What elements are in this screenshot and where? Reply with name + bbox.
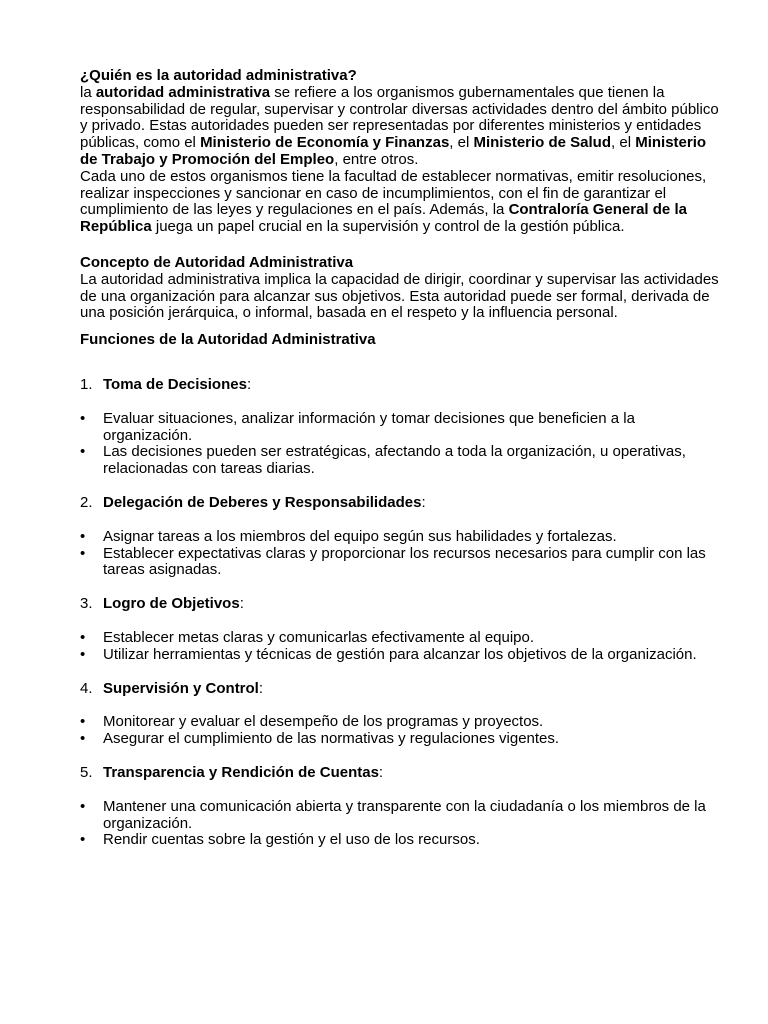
bullet-item <box>80 630 720 647</box>
function-item <box>80 377 720 394</box>
function-title: Delegación de Deberes y Responsabilidades <box>103 493 422 511</box>
text-run: se refiere a los organismos gubernamentales que tienen la responsabilidad de regular, supervisar y controlar diversas actividades dentro del ámbito público y privado. Estas autoridades pueden ser representadas por diferentes ministerios y entidades públicas, como el <box>80 83 719 152</box>
bullet-icon: • <box>80 797 86 815</box>
spacer <box>80 236 720 255</box>
bold-text: Ministerio de Salud <box>473 134 612 152</box>
spacer <box>80 748 720 765</box>
title-suffix: : <box>239 595 244 613</box>
functions-heading: Funciones de la Autoridad Administrativa <box>80 331 376 349</box>
bullet-icon: • <box>80 730 86 748</box>
function-title: Logro de Objetivos <box>103 595 240 613</box>
function-item <box>80 681 720 698</box>
bullet-text: Asignar tareas a los miembros del equipo según sus habilidades y fortalezas. <box>103 527 617 545</box>
spacer <box>80 579 720 596</box>
text-run: la <box>80 83 96 101</box>
bullet-icon: • <box>80 409 86 427</box>
bullet-icon: • <box>80 831 86 849</box>
item-number: 4. <box>80 679 93 697</box>
spacer <box>80 613 720 630</box>
bullet-item <box>80 546 720 580</box>
bullet-icon: • <box>80 713 86 731</box>
spacer <box>80 782 720 799</box>
title-suffix: : <box>378 763 384 781</box>
text-run: juega un papel crucial en la supervisión y control de la gestión pública. <box>151 218 625 236</box>
title-suffix: : <box>421 493 426 511</box>
bullet-list <box>80 630 720 664</box>
bullet-item <box>80 647 720 664</box>
concept-heading: Concepto de Autoridad Administrativa <box>80 253 354 271</box>
function-title: Supervisión y Control <box>103 679 259 697</box>
bullet-item <box>80 529 720 546</box>
bullet-item <box>80 832 720 849</box>
bullet-list <box>80 411 720 478</box>
function-item <box>80 596 720 613</box>
bullet-text: Establecer expectativas claras y proporcionar los recursos necesarios para cumplir con las tareas asignadas. <box>103 544 706 579</box>
bullet-icon: • <box>80 544 86 562</box>
bullet-item <box>80 444 720 478</box>
bullet-icon: • <box>80 628 86 646</box>
document-page <box>80 68 720 849</box>
title-suffix: : <box>258 679 264 697</box>
title-suffix: : <box>246 375 252 393</box>
bullet-text: Las decisiones pueden ser estratégicas, afectando a toda la organización, u operativas, relacionadas con tareas diarias. <box>103 443 686 478</box>
item-number: 3. <box>80 595 93 613</box>
bold-text: Contraloría General de la República <box>80 201 687 236</box>
concept-body: La autoridad administrativa implica la capacidad de dirigir, coordinar y supervisar las actividades de una organización para alcanzar sus objetivos. Esta autoridad puede ser formal, derivada de una posición jerárquica, o informal, basada en el respeto y la influencia personal. <box>80 270 719 322</box>
bullet-item <box>80 731 720 748</box>
text-run: , el <box>449 134 474 152</box>
item-number: 1. <box>80 375 93 393</box>
text-run: Cada uno de estos organismos tiene la facultad de establecer normativas, emitir resoluciones, realizar inspecciones y sancionar en caso de incumplimientos, con el fin de garantizar el cumplimiento de las leyes y regulaciones en el país. Además, la <box>80 167 707 219</box>
text-run: , entre otros. <box>334 150 419 168</box>
spacer <box>80 512 720 529</box>
bullet-list <box>80 799 720 849</box>
bullet-icon: • <box>80 443 86 461</box>
spacer <box>80 697 720 714</box>
bullet-text: Utilizar herramientas y técnicas de gestión para alcanzar los objetivos de la organización. <box>103 645 697 663</box>
bullet-icon: • <box>80 527 86 545</box>
function-title: Toma de Decisiones <box>103 375 247 393</box>
bold-text: Ministerio de Economía y Finanzas <box>200 134 450 152</box>
bullet-text: Asegurar el cumplimiento de las normativas y regulaciones vigentes. <box>103 730 560 748</box>
bold-text: autoridad administrativa <box>95 83 271 101</box>
bullet-list <box>80 714 720 748</box>
bullet-text: Establecer metas claras y comunicarlas efectivamente al equipo. <box>103 628 535 646</box>
intro-question: ¿Quién es la autoridad administrativa? <box>80 67 357 84</box>
bullet-text: Evaluar situaciones, analizar información y tomar decisiones que beneficien a la organización. <box>103 409 635 444</box>
bullet-item <box>80 411 720 445</box>
item-number: 2. <box>80 493 93 511</box>
intro-paragraph-1 <box>80 85 720 169</box>
spacer <box>80 478 720 495</box>
intro-paragraph-2 <box>80 169 720 236</box>
spacer <box>80 394 720 411</box>
text-run: , el <box>611 134 636 152</box>
bullet-icon: • <box>80 645 86 663</box>
bullet-text: Rendir cuentas sobre la gestión y el uso de los recursos. <box>103 831 480 849</box>
spacer <box>80 349 720 377</box>
spacer <box>80 664 720 681</box>
bullet-text: Mantener una comunicación abierta y transparente con la ciudadanía o los miembros de la organización. <box>103 797 706 832</box>
bullet-item <box>80 799 720 833</box>
function-item <box>80 495 720 512</box>
bullet-list <box>80 529 720 579</box>
item-number: 5. <box>80 763 93 781</box>
bullet-text: Monitorear y evaluar el desempeño de los programas y proyectos. <box>103 713 544 731</box>
function-title: Transparencia y Rendición de Cuentas <box>103 763 379 781</box>
functions-list <box>80 349 720 849</box>
function-item <box>80 765 720 782</box>
bold-text: Ministerio de Trabajo y Promoción del Empleo <box>80 134 707 168</box>
bullet-item <box>80 714 720 731</box>
